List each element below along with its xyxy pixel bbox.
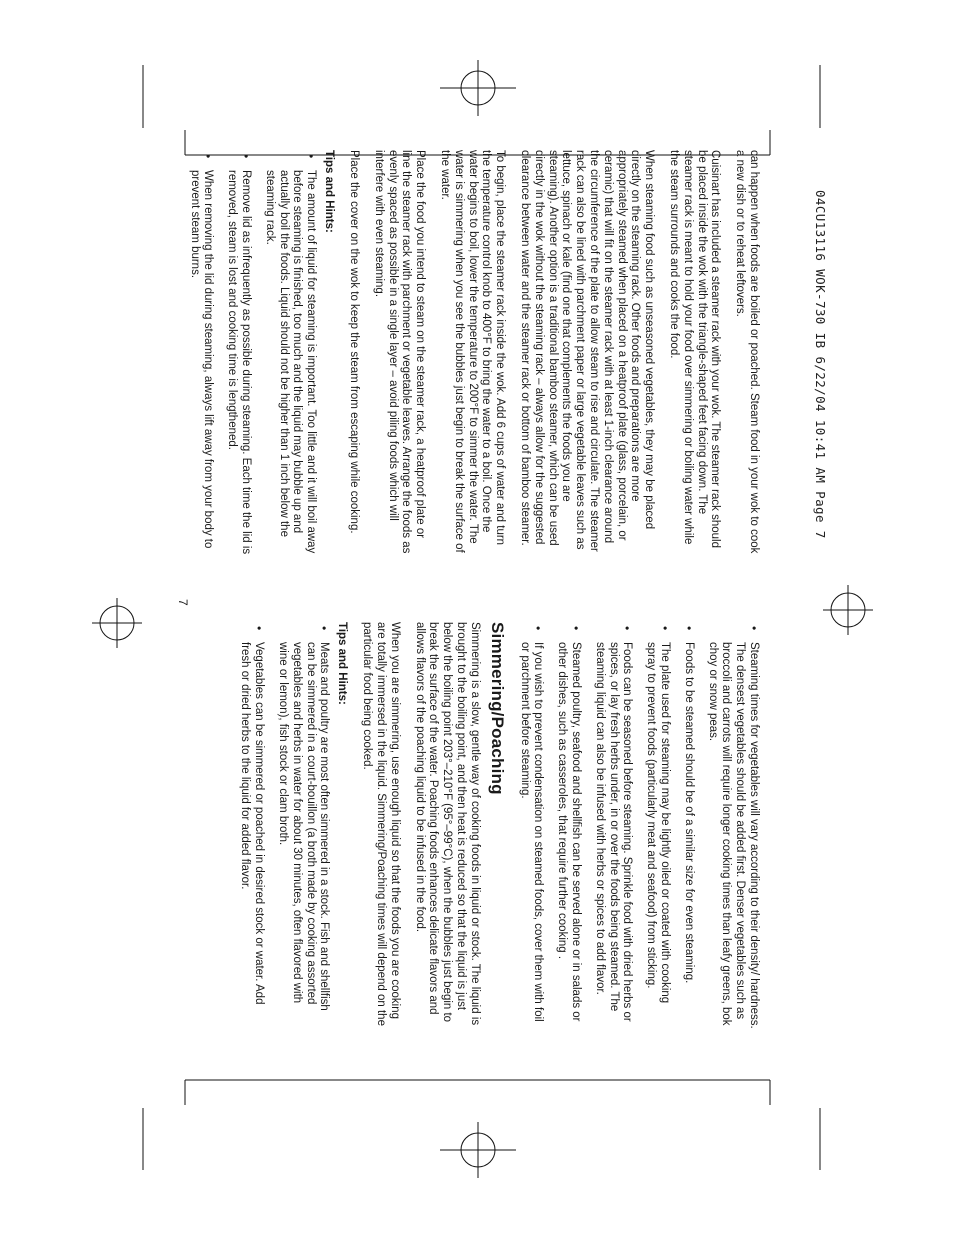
list-item-text: Vegetables can be simmered or poached in desired stock or water. Add fresh or dried herbs to the liquid for added flavor. — [239, 642, 266, 1005]
list-item — [187, 150, 215, 558]
left-column — [177, 150, 760, 558]
list-item-text: The amount of liquid for steaming is important. Too little and it will boil away before steaming is finished, too much and the liquid may bubble up and actually boil the foods. Liquid should not be higher than 1 inch below the steaming rack. — [263, 170, 318, 554]
bullet-icon: • — [569, 626, 584, 631]
document-page — [160, 150, 760, 1050]
paragraph: When steaming food such as unseasoned vegetables, they may be placed directly on the steaming rack. Other foods and preparations are more appropriately steamed when placed on a heatproof plate (glass, porcelain, or ceramic) that will fit on the steamer rack with at least 1-inch clearance around the circumference of the plate to allow steam to rise and circulate. The steamer rack can also be lined with parchment paper or large vegetable leaves such as lettuce, spinach or kale (find one that complements the foods you are steaming). Another option is a traditional bamboo steamer, which can be used directly in the wok without the steaming rack – always allow for the suggested clearance between water and the steamer rack or bottom of bamboo steamer. — [519, 150, 656, 552]
tips-list — [238, 622, 331, 1030]
list-item — [681, 622, 695, 1030]
bullet-icon: • — [201, 154, 216, 159]
steaming-tips-list — [517, 622, 760, 1030]
tips-heading: Tips and Hints: — [336, 622, 349, 705]
list-item — [275, 622, 330, 1030]
list-item-text: Foods to be steamed should be of a similar size for even steaming. — [682, 642, 695, 984]
list-item — [705, 622, 760, 1030]
bullet-icon: • — [681, 626, 696, 631]
list-item — [517, 622, 545, 1030]
page-number: 7 — [176, 599, 190, 606]
list-item-text: If you wish to prevent condensation on steamed foods, cover them with foil or parchment before steaming. — [518, 642, 545, 1022]
list-item-text: Foods can be seasoned before steaming. Sprinkle food with dried herbs or spices, or lay fresh herbs under, in or over the foods being steamed. The steaming liquid can also be infused with herbs or spices to add flavor. — [593, 642, 634, 1022]
registration-target-left — [92, 598, 142, 648]
print-slug-text: 04CU13116 WOK-730 IB 6/22/04 10:41 AM Page 7 — [813, 190, 828, 539]
paragraph: Place the food you intend to steam on the steamer rack, a heatproof plate or line the steamer rack with parchment or vegetable leaves. Arrange the foods as evenly spaced as possible in a single layer – avoid piling foods which will interfere with even steaming. — [372, 150, 427, 554]
list-item — [262, 150, 317, 558]
list-item — [238, 622, 266, 1030]
list-item-text: Steaming times for vegetables will vary according to their density/ hardness. The densest vegetables should be added first. Denser vegetables such as broccoli and carrots will require longer cooking times than leafy greens, bok choy or snow peas. — [706, 642, 760, 1029]
list-item-text: The plate used for steaming may be lightly oiled or coated with cooking spray to prevent foods (particularly meat and seafood) from sticking. — [645, 642, 672, 1004]
paragraph: When you are simmering, use enough liquid so that the foods you are cooking are totally immersed in the liquid. Simmering/Poaching times will depend on the particular food being cooked. — [361, 622, 401, 1026]
print-slug — [813, 190, 853, 930]
list-item — [554, 622, 582, 1030]
tips-heading: Tips and Hints: — [323, 150, 336, 233]
paragraph: Simmering is a slow, gentle way of cooking foods in liquid or stock. The liquid is brought to the boiling point, and then heat is reduced so that the liquid is just below the boiling point 203°–210°F (95°–99°C), when the bubbles just begin to break the surface of the water. Poaching foods enhances delicate flavors and allows flavors of the poaching liquid to be infused in the food. — [413, 622, 481, 1026]
list-item-text: Steamed poultry, seafood and shellfish can be served alone or in salads or other dishes, such as casseroles, that require further cooking . — [556, 642, 583, 1022]
section-heading: Simmering/Poaching — [487, 622, 507, 795]
paragraph: To begin, place the steamer rack inside the wok. Add 6 cups of water and turn the temperature control knob to 400°F to bring the water to a boil. Once the water begins to boil, lower the temperature to 200°F to simmer the water. The water is simmering when you see the bubbles just begin to break the surface of the water. — [439, 150, 507, 553]
bullet-icon: • — [620, 626, 635, 631]
bullet-icon: • — [658, 626, 673, 631]
list-item-text: Remove lid as infrequently as possible during steaming. Each time the lid is removed, steam is lost and cooking time is lengthened. — [226, 170, 253, 555]
list-item-text: When removing the lid during steaming, always lift away from your body to prevent steam burns. — [188, 170, 215, 549]
paragraph: Place the cover on the wok to keep the steam from escaping while cooking. — [348, 150, 361, 534]
bullet-icon: • — [747, 626, 761, 631]
tips-list — [187, 150, 317, 558]
list-item — [643, 622, 671, 1030]
paragraph: can happen when foods are boiled or poached. Steam food in your wok to cook a new dish or to reheat leftovers. — [734, 150, 760, 554]
bullet-icon: • — [239, 154, 254, 159]
bullet-icon: • — [531, 626, 546, 631]
list-item-text: Meats and poultry are most often simmered in a stock. Fish and shellfish can be simmered in a court-bouillon (a broth made by cooking assorted vegetables and herbs in water for about 30 minutes, often flavored with wine or lemon), fish stock or clam broth. — [277, 642, 331, 1011]
registration-target-bottom — [440, 1122, 516, 1178]
bullet-icon: • — [317, 626, 332, 631]
paragraph: Cuisinart has included a steamer rack with your wok. The steamer rack should be placed inside the wok with the triangle-shaped feet facing down. The steamer rack is meant to hold your food over simmering or boiling water while the steam surrounds and cooks the food. — [668, 150, 722, 548]
list-item — [592, 622, 633, 1030]
bullet-icon: • — [304, 154, 319, 159]
registration-target-top — [440, 60, 516, 116]
right-column — [228, 622, 760, 1030]
list-item — [225, 150, 253, 558]
bullet-icon: • — [252, 626, 267, 631]
